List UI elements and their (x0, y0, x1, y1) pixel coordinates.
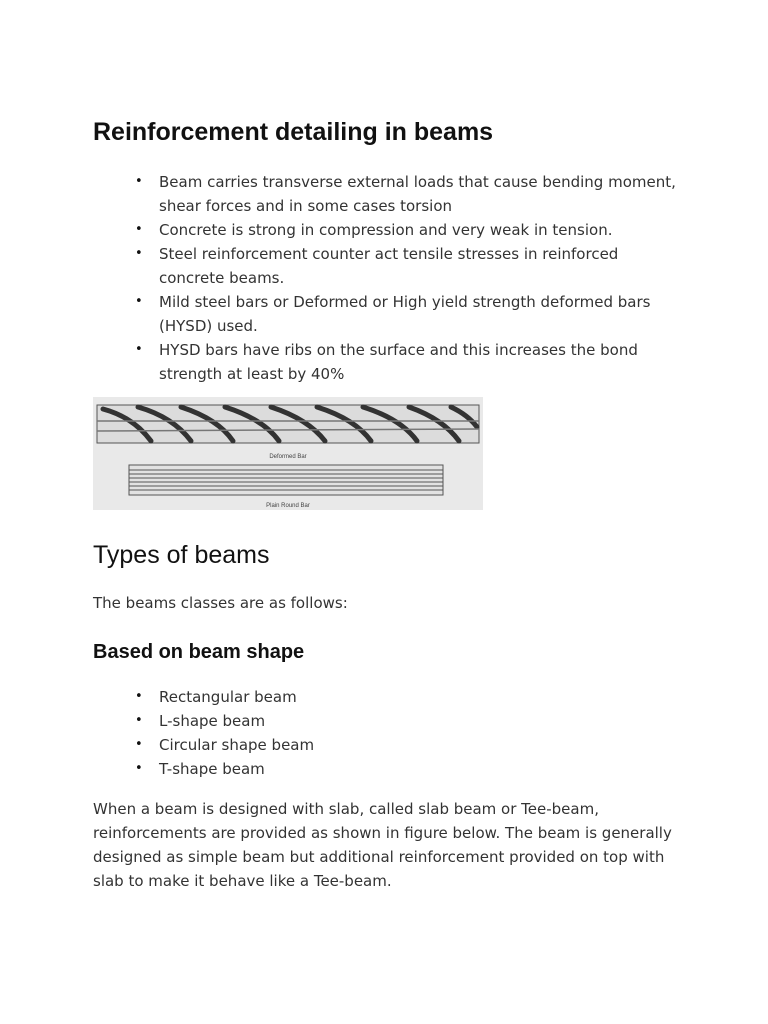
list-item: • HYSD bars have ribs on the surface and this increases the bond strength at least by 40% (93, 338, 679, 386)
deformed-bar (97, 405, 479, 443)
page-title: Reinforcement detailing in beams (93, 118, 494, 146)
list-item: • Circular shape beam (93, 733, 679, 757)
shape-subheading: Based on beam shape (93, 641, 305, 663)
list-item: • T-shape beam (93, 757, 679, 781)
plain-bar-label: Plain Round Bar (266, 503, 310, 509)
shape-bullet-list (93, 685, 679, 781)
intro-bullet-list (93, 170, 679, 386)
types-intro-text: The beams classes are as follows: (93, 594, 348, 612)
list-item: • Mild steel bars or Deformed or High yield strength deformed bars (HYSD) used. (93, 290, 679, 338)
list-item: • Concrete is strong in compression and very weak in tension. (93, 218, 679, 242)
list-item: • Beam carries transverse external loads that cause bending moment, shear forces and in some cases torsion (93, 170, 679, 218)
list-item: • Steel reinforcement counter act tensile stresses in reinforced concrete beams. (93, 242, 679, 290)
plain-bar (129, 465, 443, 495)
types-section-title: Types of beams (93, 541, 270, 569)
list-item: • Rectangular beam (93, 685, 679, 709)
deformed-bar-label: Deformed Bar (269, 454, 307, 460)
rebar-figure (93, 397, 483, 510)
rebar-illustration (93, 397, 483, 510)
tee-beam-paragraph: When a beam is designed with slab, called slab beam or Tee-beam, reinforcements are provided as shown in figure below. The beam is generally designed as simple beam but additional reinforcement provided on top with slab to make it behave like a Tee-beam. (93, 800, 672, 890)
list-item: • L-shape beam (93, 709, 679, 733)
